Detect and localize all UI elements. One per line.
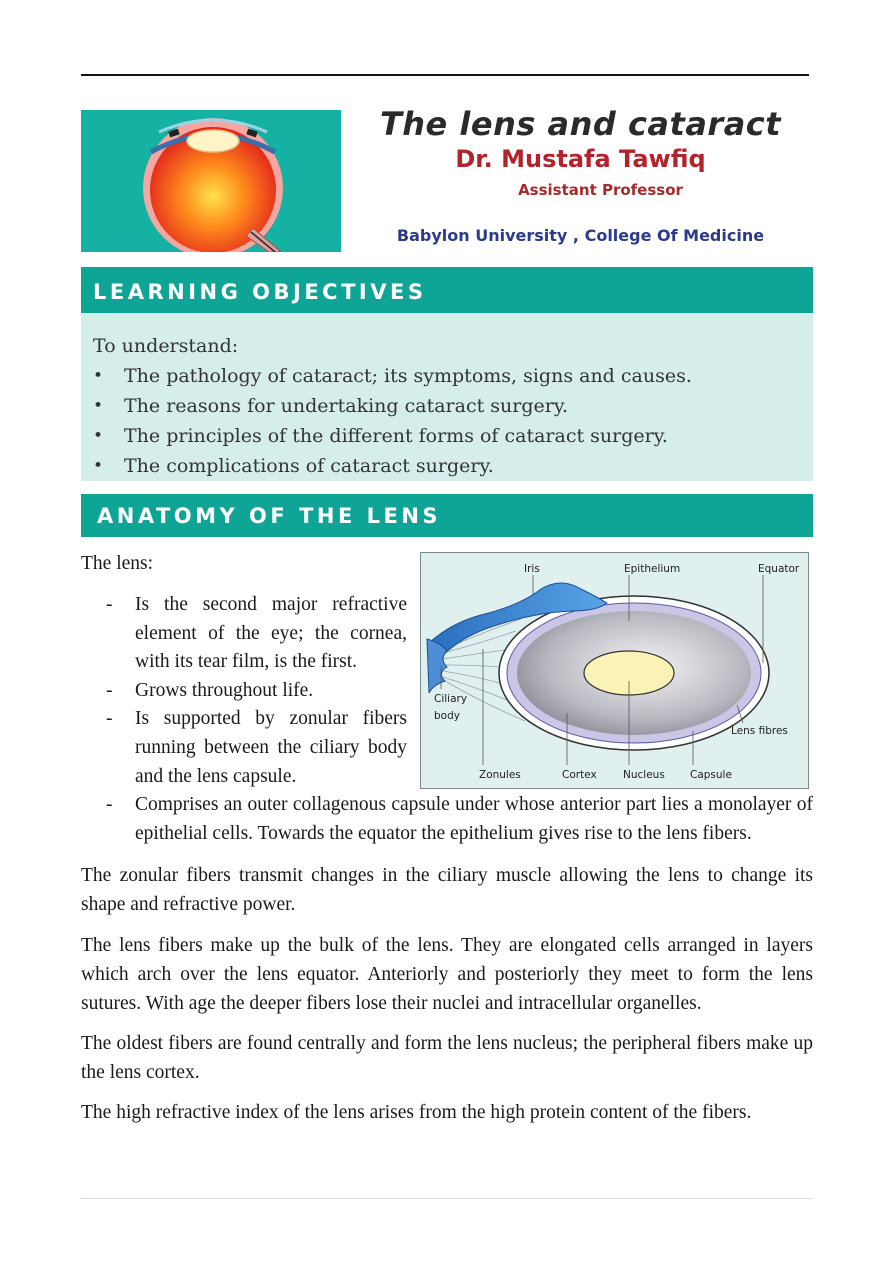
eye-illustration — [81, 110, 341, 252]
learning-objectives-box — [81, 313, 813, 481]
lens-anatomy-diagram — [420, 552, 809, 789]
label-equator: Equator — [758, 563, 800, 575]
label-zonules: Zonules — [479, 769, 521, 781]
list-item: • The complications of cataract surgery. — [93, 451, 801, 481]
label-ciliary-body-line1: Ciliary — [434, 693, 468, 705]
title-block — [348, 104, 813, 200]
label-cortex: Cortex — [562, 769, 597, 781]
label-nucleus: Nucleus — [623, 769, 665, 781]
learning-objectives-heading: LEARNING OBJECTIVES — [81, 267, 813, 313]
list-item: - Comprises an outer collagenous capsule under whose anterior part lies a monolayer of epithelial cells. Towards the equator the epithelium gives rise to the lens fibers. — [81, 791, 813, 848]
ciliary-body-shape — [427, 639, 447, 693]
author-name: Dr. Mustafa Tawfiq — [455, 145, 706, 173]
label-ciliary-body-line2: body — [434, 710, 460, 722]
affiliation: Babylon University , College Of Medicine — [396, 226, 765, 245]
anatomy-heading: ANATOMY OF THE LENS — [81, 494, 813, 537]
lens-intro: The lens: — [81, 553, 154, 574]
author-role: Assistant Professor — [518, 181, 683, 199]
objectives-lead: To understand: — [93, 335, 239, 357]
label-epithelium: Epithelium — [624, 563, 681, 575]
label-capsule: Capsule — [690, 769, 732, 781]
list-item: - Is supported by zonular fibers running between the ciliary body and the lens capsule. — [81, 705, 407, 791]
list-item: - Is the second major refractive element of the eye; the cornea, with its tear film, is the first. — [81, 591, 407, 677]
label-lens-fibres: Lens fibres — [731, 725, 788, 737]
label-iris: Iris — [524, 563, 540, 575]
list-item: - Grows throughout life. — [81, 677, 407, 706]
bottom-rule — [81, 1198, 813, 1199]
paragraph-zonular: The zonular fibers transmit changes in the ciliary muscle allowing the lens to change its shape and refractive power. — [81, 865, 813, 915]
list-item: • The pathology of cataract; its symptoms, signs and causes. — [93, 361, 801, 391]
lens-diagram-svg — [421, 553, 808, 788]
eye-cross-section-icon — [81, 110, 341, 252]
objectives-list — [93, 361, 801, 481]
paragraph-nucleus: The oldest fibers are found centrally and form the lens nucleus; the peripheral fibers make up the lens cortex. — [81, 1033, 813, 1083]
top-rule — [81, 74, 809, 76]
list-item: • The principles of the different forms of cataract surgery. — [93, 421, 801, 451]
document-title: The lens and cataract — [379, 105, 782, 143]
list-item: • The reasons for undertaking cataract surgery. — [93, 391, 801, 421]
paragraph-refractive-index: The high refractive index of the lens arises from the high protein content of the fibers. — [81, 1102, 752, 1123]
paragraph-fibers: The lens fibers make up the bulk of the lens. They are elongated cells arranged in layers which arch over the lens equator. Anteriorly and posteriorly they meet to form the lens sutures. With age the deeper fibers lose their nuclei and intracellular organelles. — [81, 935, 813, 1014]
